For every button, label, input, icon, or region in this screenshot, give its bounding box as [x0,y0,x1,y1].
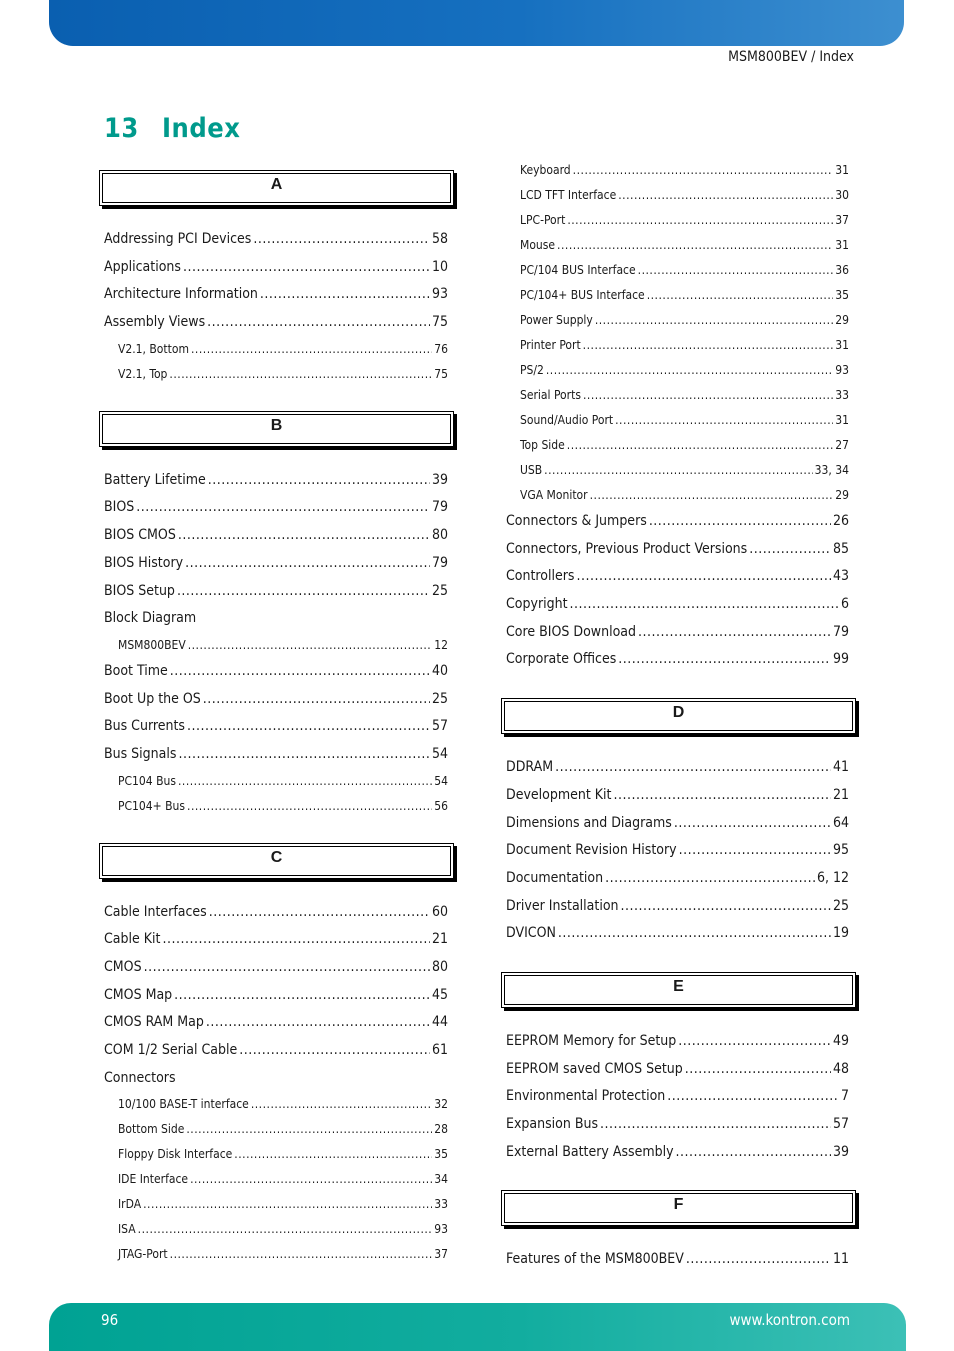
dot-leader [649,508,831,536]
letter-heading-text: C [270,848,283,866]
index-page-ref[interactable]: 58 [431,231,448,247]
spacer [104,879,448,899]
dot-leader [678,1028,831,1056]
dot-leader [187,794,432,819]
index-page-ref[interactable]: 99 [832,651,849,668]
index-page-ref[interactable]: 76 [434,341,448,356]
index-page-ref[interactable]: 25 [431,582,448,599]
spacer [104,447,448,467]
dot-leader [583,383,833,408]
index-term: CMOS Map [104,986,173,1003]
index-page-ref[interactable]: 75 [434,366,448,381]
dot-leader [595,308,833,333]
index-entry[interactable] [506,563,849,591]
index-term: ISA [118,1222,136,1237]
index-entry[interactable] [506,536,849,564]
index-left-column [104,170,448,1267]
dot-leader [186,1117,432,1142]
dot-leader [183,254,430,282]
index-subentry[interactable] [506,158,849,183]
index-entry[interactable] [506,1056,849,1084]
index-page-ref[interactable]: 33, 34 [814,463,849,477]
index-term: PC104+ Bus [118,798,186,813]
index-entry[interactable] [506,754,849,782]
dot-leader [638,258,834,283]
index-page-ref[interactable]: 7 [840,1088,849,1105]
index-term: Block Diagram [104,610,197,627]
index-right-column [506,158,849,1274]
index-page-ref[interactable]: 79 [832,623,849,640]
dot-leader [590,483,834,508]
index-term: Corporate Offices [506,651,617,668]
dot-leader [203,686,430,714]
index-page-ref[interactable]: 39 [832,1143,849,1160]
index-term: Serial Ports [520,388,581,402]
dot-leader [686,1246,831,1274]
index-page-ref[interactable]: 80 [431,527,448,544]
index-page-ref[interactable]: 34 [434,1172,448,1187]
letter-heading-text: A [270,176,283,193]
index-page-ref[interactable]: 44 [431,1014,448,1031]
dot-leader [170,658,430,686]
index-subentry[interactable] [104,337,448,362]
index-page-ref[interactable]: 35 [835,288,849,302]
dot-leader [170,1242,433,1267]
index-term: Development Kit [506,786,612,803]
index-page-ref[interactable]: 26 [832,513,849,529]
index-entry[interactable] [506,893,849,921]
index-page-ref[interactable]: 31 [835,338,849,352]
index-entry[interactable] [506,646,849,674]
index-term: Copyright [506,596,568,613]
index-entry[interactable] [506,1246,849,1274]
index-page-ref[interactable]: 25 [832,897,849,914]
index-term: Sound/Audio Port [520,413,614,427]
index-term: Connectors, Previous Product Versions [506,540,748,557]
letter-heading-text: B [270,416,283,434]
dot-leader [207,309,430,337]
index-term: PC/104+ BUS Interface [520,288,645,302]
dot-leader [187,713,430,741]
dot-leader [138,1217,433,1242]
index-page-ref[interactable]: 27 [835,438,849,452]
letter-heading-text: D [672,704,685,722]
index-term: Power Supply [520,313,593,327]
index-page-ref[interactable]: 29 [835,488,849,502]
dot-leader [143,1192,432,1217]
index-term: Cable Interfaces [104,903,207,920]
index-page-ref[interactable]: 80 [431,959,448,975]
dot-leader [567,208,833,233]
dot-leader [234,1142,432,1167]
index-page-ref[interactable]: 54 [431,745,448,762]
index-term: PC/104 BUS Interface [520,263,636,277]
index-subentry[interactable] [506,333,849,358]
dot-leader [253,226,430,254]
index-page-ref[interactable]: 60 [431,903,448,920]
index-page-ref[interactable]: 21 [431,931,448,948]
dot-leader [685,1056,831,1084]
chapter-number: 13 [104,113,139,144]
index-term: PS/2 [520,363,544,377]
index-subentry[interactable] [506,308,849,333]
index-term: Bus Signals [104,745,177,762]
index-term: DDRAM [506,759,554,776]
index-page-ref[interactable]: 79 [431,499,448,516]
index-subentry[interactable] [506,283,849,308]
letter-heading [501,972,856,1008]
index-subentry[interactable] [506,383,849,408]
index-entry[interactable] [104,1065,448,1093]
spacer [506,948,849,972]
chapter-title [104,113,240,144]
index-term: Core BIOS Download [506,623,636,640]
index-entry[interactable] [506,1111,849,1139]
index-term: Boot Up the OS [104,690,201,707]
spacer [104,206,448,226]
index-subentry[interactable] [104,769,448,794]
index-entry[interactable] [506,810,849,838]
index-subentry[interactable] [104,362,448,387]
header-bar [49,0,904,46]
index-entry[interactable] [506,837,849,865]
index-subentry[interactable] [506,483,849,508]
index-term: BIOS CMOS [104,527,176,544]
index-term: Floppy Disk Interface [118,1147,233,1162]
dot-leader [208,467,430,495]
index-page-ref[interactable]: 40 [431,662,448,679]
spacer [104,819,448,843]
index-page-ref[interactable]: 49 [832,1032,849,1049]
dot-leader [177,578,430,606]
index-page-ref[interactable]: 56 [434,798,448,813]
index-page-ref[interactable]: 64 [832,814,849,831]
index-page-ref[interactable]: 28 [434,1122,448,1137]
index-page-ref[interactable]: 12 [434,637,448,652]
index-page-ref[interactable]: 32 [434,1097,448,1112]
running-header: MSM800BEV / Index [728,49,854,65]
index-subentry[interactable] [104,1192,448,1217]
dot-leader [185,550,430,578]
dot-leader [546,358,833,383]
spacer [506,1166,849,1190]
index-page-ref[interactable]: 45 [431,986,448,1003]
index-term: VGA Monitor [520,488,588,502]
index-term: Architecture Information [104,286,258,303]
index-term: Connectors & Jumpers [506,513,647,529]
dot-leader [555,754,831,782]
index-entry[interactable] [506,865,849,893]
dot-leader [583,333,834,358]
index-entry[interactable] [104,713,448,741]
index-subentry[interactable] [506,458,849,483]
dot-leader [558,920,831,948]
index-entry[interactable] [104,926,448,954]
index-page-ref[interactable]: 61 [431,1042,448,1059]
dot-leader [188,633,433,658]
spacer [506,1008,849,1028]
index-entry[interactable] [104,281,448,309]
index-term: Battery Lifetime [104,471,206,488]
dot-leader [749,536,831,564]
index-term: PC104 Bus [118,773,176,788]
letter-heading [501,1190,856,1226]
index-term: External Battery Assembly [506,1143,674,1160]
index-page-ref[interactable]: 57 [431,718,448,735]
index-entry[interactable] [104,686,448,714]
dot-leader [162,926,430,954]
index-page-ref[interactable]: 37 [434,1247,448,1262]
index-term: V2.1, Bottom [118,341,189,356]
dot-leader [674,810,831,838]
spacer [506,734,849,754]
index-page-ref[interactable]: 25 [431,690,448,707]
index-subentry[interactable] [506,433,849,458]
dot-leader [621,893,831,921]
index-entry[interactable] [506,508,849,536]
index-entry[interactable] [104,954,448,982]
index-page-ref[interactable]: 41 [832,759,849,776]
index-entry[interactable] [506,1083,849,1111]
spacer [104,387,448,411]
index-subentry[interactable] [104,1217,448,1242]
index-page-ref[interactable]: 36 [835,263,849,277]
index-term: LPC-Port [520,213,566,227]
index-entry[interactable] [104,254,448,282]
index-page-ref[interactable]: 95 [832,842,849,859]
dot-leader [618,646,831,674]
index-term: Addressing PCI Devices [104,231,252,247]
index-page-ref[interactable]: 21 [832,786,849,803]
index-entry[interactable] [104,550,448,578]
letter-heading-text: E [673,977,684,995]
index-page-ref[interactable]: 29 [835,313,849,327]
dot-leader [191,337,432,362]
index-term: Applications [104,258,181,275]
index-term: Features of the MSM800BEV [506,1251,684,1268]
index-term: USB [520,463,543,477]
index-subentry[interactable] [104,1142,448,1167]
index-page-ref[interactable]: 93 [434,1222,448,1237]
page-number: 96 [101,1311,119,1329]
index-entry[interactable] [104,226,448,254]
index-page-ref[interactable]: 85 [832,540,849,557]
index-term: LCD TFT Interface [520,188,617,202]
index-page-ref[interactable]: 48 [832,1060,849,1077]
dot-leader [570,591,839,619]
index-term: BIOS [104,499,135,516]
dot-leader [615,408,833,433]
index-entry[interactable] [104,494,448,522]
spacer [506,1226,849,1246]
index-term: MSM800BEV [118,637,186,652]
index-page-ref[interactable]: 31 [835,413,849,427]
index-entry[interactable] [104,982,448,1010]
dot-leader [614,782,831,810]
index-entry[interactable] [104,522,448,550]
index-page-ref[interactable]: 75 [431,314,448,331]
letter-heading [501,698,856,734]
index-page-ref[interactable]: 54 [434,773,448,788]
letter-heading [99,411,454,447]
dot-leader [251,1092,432,1117]
dot-leader [647,283,834,308]
index-subentry[interactable] [506,183,849,208]
index-subentry[interactable] [104,633,448,658]
dot-leader [178,769,432,794]
index-term: Environmental Protection [506,1088,666,1105]
index-term: V2.1, Top [118,366,168,381]
letter-heading [99,843,454,879]
index-term: Boot Time [104,662,168,679]
dot-leader [600,1111,831,1139]
index-page-ref[interactable]: 19 [832,925,849,942]
index-subentry[interactable] [104,1242,448,1267]
index-page-ref[interactable]: 93 [835,363,849,377]
index-page-ref[interactable]: 31 [835,238,849,252]
index-subentry[interactable] [506,258,849,283]
index-term: Document Revision History [506,842,677,859]
index-entry[interactable] [104,899,448,927]
dot-leader [136,494,430,522]
dot-leader [557,233,833,258]
dot-leader [567,433,833,458]
index-subentry[interactable] [506,208,849,233]
index-page-ref[interactable]: 39 [431,471,448,488]
index-entry[interactable] [506,1028,849,1056]
dot-leader [144,954,430,982]
spacer [506,674,849,698]
index-page-ref[interactable]: 11 [832,1251,849,1268]
index-entry[interactable] [104,741,448,769]
dot-leader [178,522,430,550]
index-term: Dimensions and Diagrams [506,814,672,831]
index-entry[interactable] [104,658,448,686]
index-term: JTAG-Port [118,1247,168,1262]
index-entry[interactable] [104,467,448,495]
index-subentry[interactable] [104,1117,448,1142]
dot-leader [638,619,831,647]
dot-leader [190,1167,432,1192]
index-page-ref[interactable]: 79 [431,554,448,571]
index-term: 10/100 BASE-T interface [118,1097,249,1112]
index-page-ref[interactable]: 57 [832,1116,849,1132]
index-entry[interactable] [104,1009,448,1037]
dot-leader [679,837,831,865]
letter-heading-text: F [673,1196,684,1214]
index-term: Controllers [506,568,575,585]
dot-leader [667,1083,839,1111]
index-term: Printer Port [520,338,581,352]
index-term: Connectors [104,1069,176,1086]
index-term: Documentation [506,869,604,886]
index-entry[interactable] [506,782,849,810]
index-page-ref[interactable]: 35 [434,1147,448,1162]
index-entry[interactable] [506,619,849,647]
index-term: DVICON [506,925,556,942]
dot-leader [605,865,815,893]
index-subentry[interactable] [506,233,849,258]
index-subentry[interactable] [104,1092,448,1117]
index-page-ref[interactable]: 93 [431,286,448,303]
index-term: Expansion Bus [506,1116,599,1132]
index-term: Keyboard [520,163,571,177]
index-term: EEPROM saved CMOS Setup [506,1060,683,1077]
index-term: IDE Interface [118,1172,189,1187]
index-entry[interactable] [104,1037,448,1065]
index-term: IrDA [118,1197,142,1212]
index-term: BIOS History [104,554,184,571]
index-page-ref[interactable]: 43 [832,568,849,585]
index-term: BIOS Setup [104,582,175,599]
dot-leader [169,362,432,387]
index-term: Bus Currents [104,718,185,735]
letter-heading [99,170,454,206]
index-term: CMOS RAM Map [104,1014,204,1031]
index-page-ref[interactable]: 10 [431,258,448,275]
dot-leader [260,281,430,309]
index-subentry[interactable] [506,358,849,383]
index-entry[interactable] [104,605,448,633]
dot-leader [206,1009,430,1037]
dot-leader [209,899,430,927]
index-page-ref[interactable]: 33 [434,1197,448,1212]
index-page-ref[interactable]: 6 [840,596,849,613]
index-subentry[interactable] [104,1167,448,1192]
dot-leader [178,741,430,769]
website-link[interactable]: www.kontron.com [729,1311,850,1329]
index-term: Assembly Views [104,314,206,331]
index-subentry[interactable] [506,408,849,433]
index-entry[interactable] [506,1139,849,1167]
index-term: EEPROM Memory for Setup [506,1032,677,1049]
dot-leader [573,158,834,183]
index-term: Mouse [520,238,556,252]
index-subentry[interactable] [104,794,448,819]
dot-leader [618,183,833,208]
index-page-ref[interactable]: 37 [835,213,849,227]
chapter-title-text: Index [162,113,241,144]
index-term: Driver Installation [506,897,619,914]
index-page-ref[interactable]: 30 [835,188,849,202]
index-entry[interactable] [506,591,849,619]
index-page-ref[interactable]: 33 [835,388,849,402]
dot-leader [576,563,830,591]
index-entry[interactable] [506,920,849,948]
dot-leader [676,1139,831,1167]
index-term: Cable Kit [104,931,161,948]
index-term: COM 1/2 Serial Cable [104,1042,238,1059]
index-term: CMOS [104,959,142,975]
dot-leader [239,1037,430,1065]
index-page-ref[interactable]: 31 [835,163,849,177]
dot-leader [544,458,813,483]
index-term: Bottom Side [118,1122,185,1137]
dot-leader [174,982,430,1010]
index-entry[interactable] [104,309,448,337]
index-entry[interactable] [104,578,448,606]
index-term: Top Side [520,438,565,452]
index-page-ref[interactable]: 6, 12 [816,869,849,886]
